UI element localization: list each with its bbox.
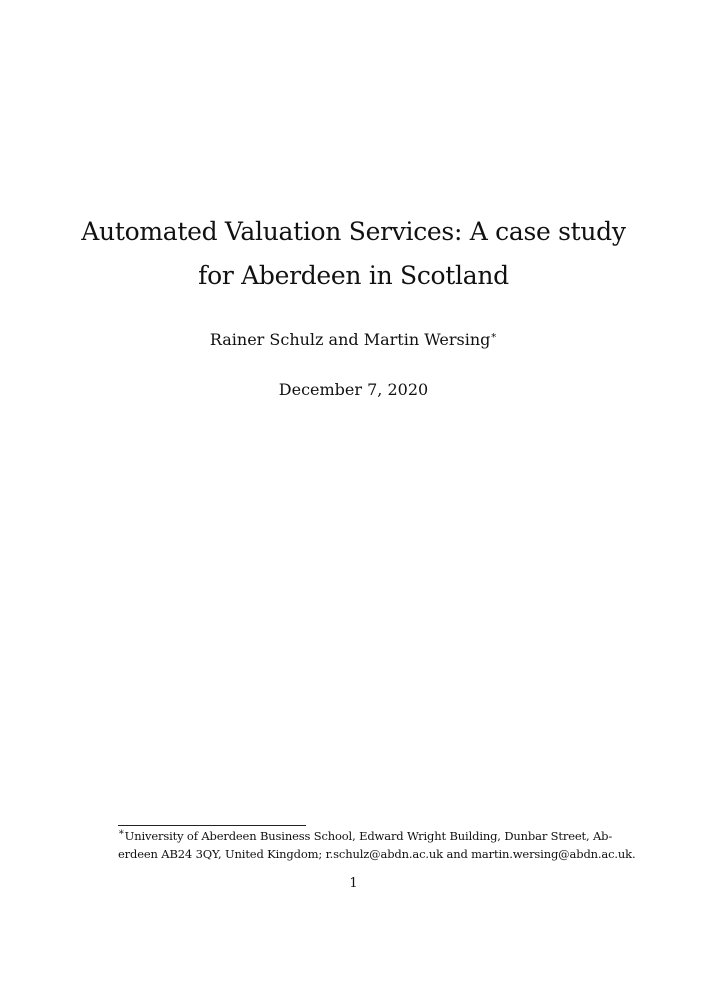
authors xyxy=(0,330,707,350)
footnote-text-1: University of Aberdeen Business School, Edward Wright Building, Dunbar Street, Ab- xyxy=(124,829,613,843)
footnote xyxy=(118,827,636,863)
paper-date: December 7, 2020 xyxy=(278,380,429,399)
footnote-rule xyxy=(118,825,306,826)
author-names: Rainer Schulz and Martin Wersing xyxy=(209,330,491,349)
paper-title-line-2: for Aberdeen in Scotland xyxy=(198,261,509,290)
author-footnote-mark: ∗ xyxy=(490,330,498,342)
footnote-mark: ∗ xyxy=(118,827,125,839)
page-number: 1 xyxy=(349,876,358,891)
footnote-line-2: erdeen AB24 3QY, United Kingdom; r.schulz@abdn.ac.uk and martin.wersing@abdn.ac.uk. xyxy=(118,847,636,861)
paper-title-line-1: Automated Valuation Services: A case study xyxy=(81,217,626,246)
footnote-line-1 xyxy=(118,827,613,845)
